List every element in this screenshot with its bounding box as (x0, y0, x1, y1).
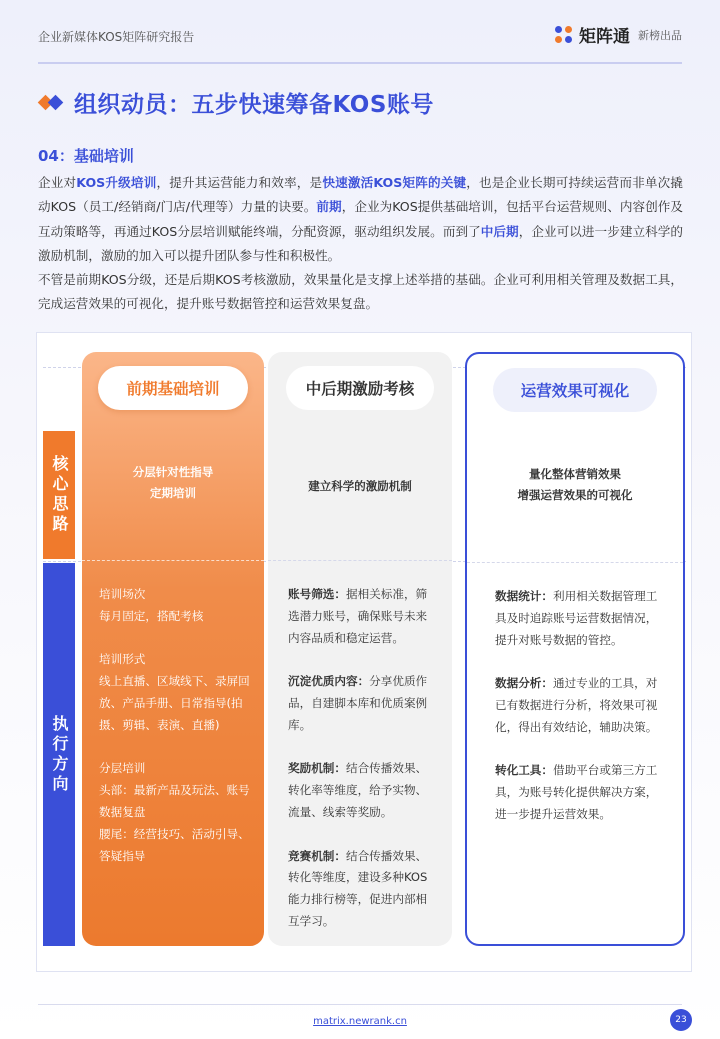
exec-item: 奖励机制：结合传播效果、转化率等维度，给予实物、流量、线索等奖励。 (288, 761, 428, 819)
row-label-core (43, 431, 75, 559)
footer-divider (38, 1004, 682, 1005)
page-title: 组织动员：五步快速筹备KOS账号 (74, 92, 434, 118)
exec-item: 转化工具：借助平台或第三方工具，为账号转化提供解决方案，进一步提升运营效果。 (495, 763, 658, 821)
exec-item: 竞赛机制：结合传播效果、转化等维度，建设多种KOS能力排行榜等，促进内部相互学习。 (288, 848, 428, 928)
column-early-training (82, 352, 264, 946)
divider (82, 560, 264, 561)
footer-link[interactable]: matrix.newrank.cn (313, 1016, 407, 1027)
column-title: 中后期激励考核 (286, 366, 434, 410)
exec-direction: 培训场次 每月固定，搭配考核 培训形式 线上直播、区域线下、录屏回放、产品手册、日常指导(拍摄、剪辑、表演、直播) 分层培训 头部：最新产品及玩法、账号数据复盘 腰尾：经营技巧、活动引导、答疑指导 (99, 587, 250, 863)
title-row (38, 86, 434, 119)
paragraph-1: 企业对KOS升级培训，提升其运营能力和效率，是快速激活KOS矩阵的关键，也是企业长期可持续运营而非单次撬动KOS（员工/经销商/门店/代理等）力量的诀要。前期，企业为KOS提供基础培训，包括平台运营规则、内容创作及互动策略等，再通过KOS分层培训赋能终端，分配资源，驱动组织发展。而到了中后期，企业可以进一步建立科学的激励机制，激励的加入可以提升团队参与性和积极性。 (38, 175, 684, 263)
brand-name: 矩阵通 (579, 27, 630, 47)
exec-item: 数据统计：利用相关数据管理工具及时追踪账号运营数据情况，提升对账号数据的管控。 (495, 589, 658, 647)
core-idea: 建立科学的激励机制 (308, 479, 412, 493)
page-number: 23 (670, 1009, 692, 1031)
exec-item: 账号筛选：据相关标准，筛选潜力账号，确保账号未来内容品质和稳定运营。 (288, 587, 428, 645)
core-idea: 分层针对性指导 定期培训 (132, 465, 214, 500)
report-title: 企业新媒体KOS矩阵研究报告 (38, 30, 195, 44)
core-idea: 量化整体营销效果 增强运营效果的可视化 (517, 467, 633, 502)
row-label-exec (43, 563, 75, 946)
paragraph-2: 不管是前期KOS分级，还是后期KOS考核激励，效果量化是支撑上述举措的基础。企业可利用相关管理及数据工具，完成运营效果的可视化，提升账号数据管控和运营效果复盘。 (38, 272, 683, 312)
divider (268, 560, 452, 561)
divider (467, 562, 683, 563)
exec-item: 数据分析：通过专业的工具，对已有数据进行分析，将效果可视化，得出有效结论，辅助决策。 (495, 676, 658, 734)
diamond-bullet-icon (38, 95, 64, 111)
brand-sub: 新榜出品 (638, 28, 682, 42)
column-title: 前期基础培训 (98, 366, 248, 410)
row-label-core-text: 核心思路 (50, 455, 69, 535)
body-text (38, 171, 683, 317)
row-label-exec-text: 执行方向 (50, 714, 69, 795)
column-title: 运营效果可视化 (493, 368, 657, 412)
exec-direction (288, 584, 436, 933)
column-incentive (268, 352, 452, 946)
exec-direction (495, 586, 667, 826)
page-header (38, 18, 682, 64)
column-visualization (465, 352, 685, 946)
brand (555, 22, 682, 47)
section-heading: 04：基础培训 (38, 147, 134, 165)
brand-logo-icon (555, 26, 573, 44)
exec-item: 沉淀优质内容：分享优质作品，自建脚本库和优质案例库。 (288, 674, 428, 732)
